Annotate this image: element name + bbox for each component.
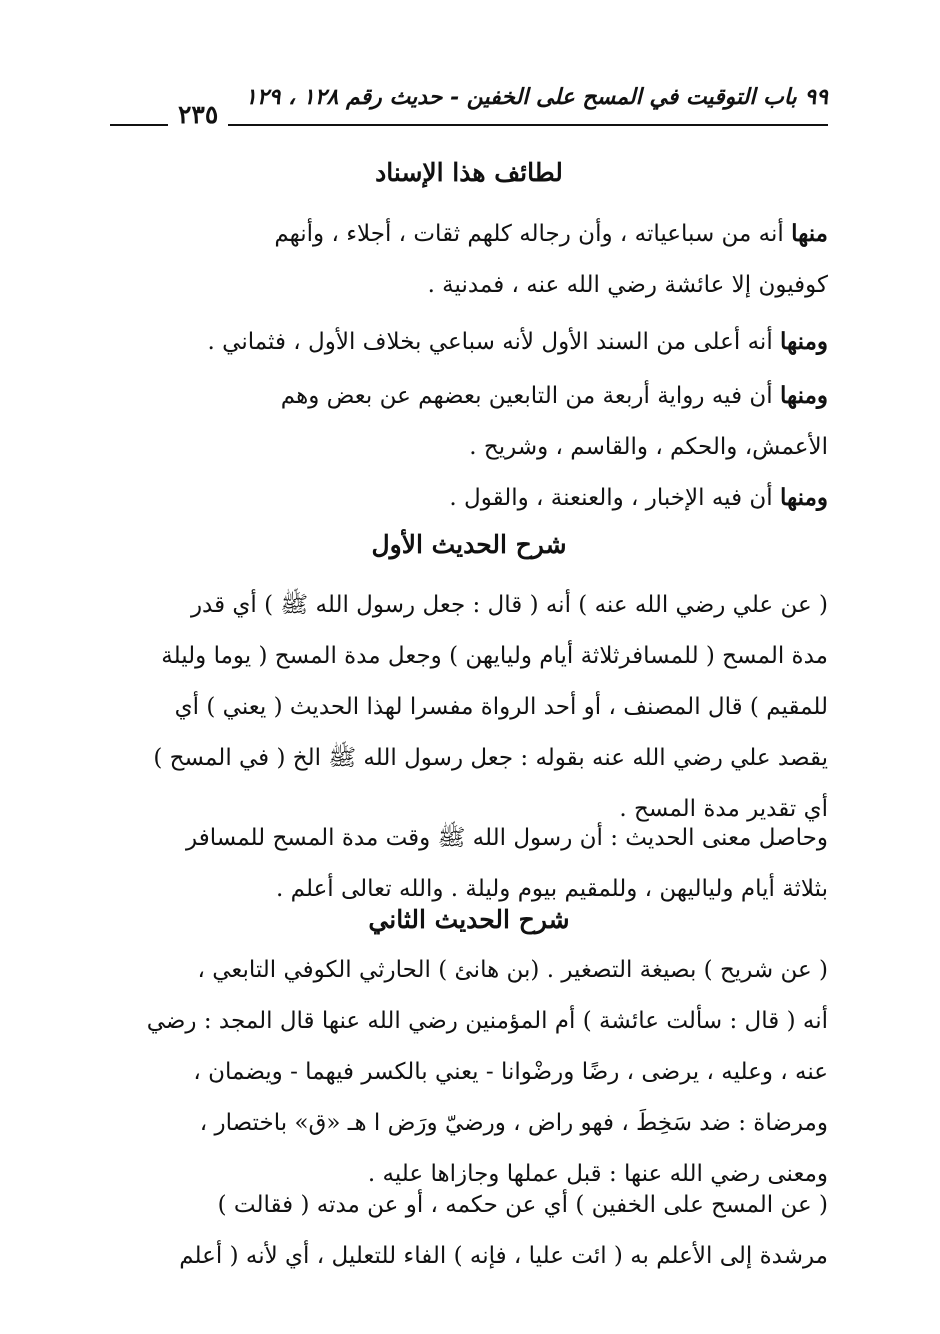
- commentary-paragraph-2: [108, 813, 828, 915]
- chapter-title: ٩٩ باب التوقيت في المسح على الخفين - حديث رقم ١٢٨ ، ١٢٩: [245, 84, 828, 110]
- section-heading-second-hadith: شرح الحديث الثاني: [368, 905, 570, 934]
- text-line: عنه ، وعليه ، يرضى ، رضًا ورضْوانا - يعني بالكسر فيهما - ويضمان ،: [193, 1059, 828, 1085]
- line-text: أنه أعلى من السند الأول لأنه سباعي بخلاف الأول ، فثماني .: [207, 329, 781, 355]
- page-number: ٢٣٥: [168, 100, 228, 130]
- text-line: ومرضاة : ضد سَخِطَ ، فهو راض ، ورضيّ ورَض ا هـ «ق» باختصار ،: [199, 1110, 828, 1136]
- running-header: [110, 84, 828, 129]
- line-text: أن فيه الإخبار ، والعنعنة ، والقول .: [449, 485, 781, 511]
- commentary-paragraph-4: [108, 1180, 828, 1282]
- section-heading-chain-remarks: لطائف هذا الإسناد: [375, 158, 563, 187]
- text-line: مرشدة إلى الأعلم به ( ائت عليا ، فإنه ) الفاء للتعليل ، أي لأنه ( أعلم: [179, 1243, 828, 1269]
- text-line: [108, 472, 828, 524]
- text-line: للمقيم ) قال المصنف ، أو أحد الرواة مفسرا لهذا الحديث ( يعني ) أي: [174, 694, 828, 720]
- text-line: وحاصل معنى الحديث : أن رسول الله ﷺ وقت مدة المسح للمسافر: [186, 825, 828, 851]
- line-text: أن فيه رواية أربعة من التابعين بعضهم عن بعض وهم: [280, 383, 781, 409]
- text-line: بثلاثة أيام ولياليهن ، وللمقيم بيوم وليلة . والله تعالى أعلم .: [276, 876, 828, 902]
- text-line: الأعمش، والحكم ، والقاسم ، وشريح .: [469, 434, 828, 460]
- text-line: ومعنى رضي الله عنها : قبل عملها وجازاها عليه .: [367, 1161, 828, 1187]
- text-line: ( عن علي رضي الله عنه ) أنه ( قال : جعل رسول الله ﷺ ) أي قدر: [190, 592, 828, 618]
- lead-word: ومنها: [780, 382, 828, 409]
- text-line: كوفيون إلا عائشة رضي الله عنه ، فمدنية .: [427, 272, 828, 298]
- line-text: أنه من سباعياته ، وأن رجاله كلهم ثقات ، أجلاء ، وأنهم: [274, 221, 792, 247]
- lead-word: ومنها: [780, 484, 828, 511]
- commentary-paragraph-1: [108, 580, 828, 835]
- lead-word: منها: [791, 220, 828, 247]
- text-line: أي تقدير مدة المسح .: [619, 796, 828, 822]
- text-line: يقصد علي رضي الله عنه بقوله : جعل رسول الله ﷺ الخ ( في المسح ): [153, 745, 828, 771]
- text-line: [108, 316, 828, 368]
- text-line: [108, 370, 828, 422]
- section-heading-first-hadith: شرح الحديث الأول: [371, 530, 567, 559]
- remark-paragraph-1: [108, 208, 828, 311]
- text-line: ( عن المسح على الخفين ) أي عن حكمه ، أو عن مدته ( فقالت ): [217, 1192, 828, 1218]
- commentary-paragraph-3: [108, 945, 828, 1200]
- text-line: أنه ( قال : سألت عائشة ) أم المؤمنين رضي الله عنها قال المجد : رضي: [146, 1008, 828, 1034]
- lead-word: ومنها: [780, 328, 828, 355]
- remark-paragraph-2: [108, 316, 828, 368]
- text-line: [108, 208, 828, 260]
- remark-paragraph-3: [108, 370, 828, 473]
- remark-paragraph-4: [108, 472, 828, 524]
- text-line: ( عن شريح ) بصيغة التصغير . (بن هانئ ) الحارثي الكوفي التابعي ،: [197, 957, 828, 983]
- text-line: مدة المسح ( للمسافرثلاثة أيام وليايهن ) وجعل مدة المسح ( يوما وليلة: [161, 643, 828, 669]
